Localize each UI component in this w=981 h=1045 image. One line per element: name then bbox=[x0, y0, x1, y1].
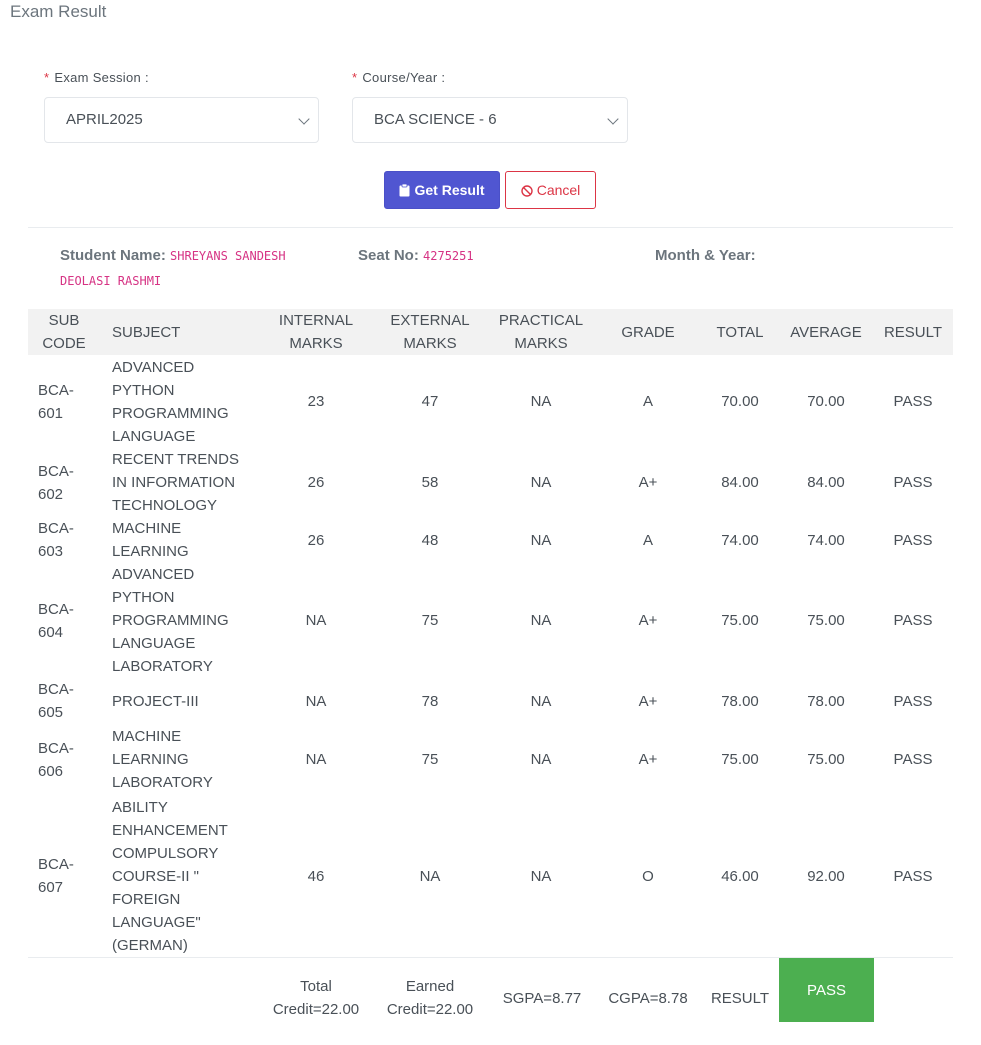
cell-result bbox=[876, 724, 950, 795]
cell-subject-line: ABILITY bbox=[112, 798, 168, 816]
cell-subject-line: PYTHON bbox=[112, 381, 175, 399]
cell-grade-text: A+ bbox=[638, 751, 658, 768]
cell-result-text: PASS bbox=[893, 393, 933, 410]
cell-practical-text: NA bbox=[530, 612, 552, 629]
seat-no bbox=[358, 247, 474, 264]
student-name-line2 bbox=[60, 272, 161, 289]
cell-external-text: 75 bbox=[421, 612, 439, 629]
cell-average-text: 84.00 bbox=[807, 474, 845, 491]
cell-code-line: BCA- bbox=[38, 462, 74, 480]
cell-grade-text: O bbox=[642, 867, 654, 885]
cell-code bbox=[38, 517, 84, 563]
cell-subject bbox=[112, 517, 252, 563]
cell-grade-text: A+ bbox=[638, 612, 658, 629]
cell-code bbox=[38, 355, 84, 448]
cell-subject-text bbox=[112, 796, 228, 957]
cell-result-text: PASS bbox=[893, 867, 933, 885]
cell-code-text bbox=[38, 853, 74, 899]
cell-grade-text: A bbox=[642, 393, 653, 410]
cell-average bbox=[783, 517, 869, 563]
cell-subject-line: COURSE-II " bbox=[112, 867, 199, 885]
cell-grade bbox=[608, 355, 688, 448]
cell-result-text: PASS bbox=[893, 531, 933, 549]
result-label: RESULT bbox=[710, 990, 770, 1007]
header-total bbox=[700, 309, 780, 355]
cell-subject-line: MACHINE bbox=[112, 520, 182, 537]
cell-external bbox=[378, 448, 482, 517]
cell-practical-text: NA bbox=[530, 692, 552, 710]
header-sub-code-line2: CODE bbox=[42, 335, 86, 352]
cell-subject-line: PROGRAMMING bbox=[112, 404, 229, 422]
cell-subject-line: LANGUAGE bbox=[112, 635, 196, 652]
cell-internal-text: 26 bbox=[307, 474, 325, 491]
cell-code-text bbox=[38, 678, 74, 724]
cell-result bbox=[876, 517, 950, 563]
cell-total-text: 46.00 bbox=[721, 867, 759, 885]
cell-practical bbox=[491, 355, 591, 448]
cell-subject-text bbox=[112, 563, 229, 678]
header-grade-text: GRADE bbox=[621, 323, 675, 341]
cell-code bbox=[38, 678, 84, 724]
cell-average-text: 75.00 bbox=[807, 751, 845, 768]
cell-subject bbox=[112, 355, 252, 448]
cell-internal-text: NA bbox=[305, 692, 327, 710]
cell-code bbox=[38, 724, 84, 795]
cell-total bbox=[700, 517, 780, 563]
chevron-down-icon bbox=[607, 113, 618, 124]
cell-average-text: 70.00 bbox=[807, 393, 845, 410]
month-year-label: Month & Year: bbox=[655, 247, 756, 264]
cell-average-text: 74.00 bbox=[807, 531, 845, 549]
cell-subject-line: TECHNOLOGY bbox=[112, 497, 218, 514]
cell-code-text bbox=[38, 517, 74, 563]
cell-practical-text: NA bbox=[530, 867, 552, 885]
header-average bbox=[783, 309, 869, 355]
cell-subject-text bbox=[112, 448, 239, 517]
cell-external bbox=[378, 795, 482, 957]
cell-grade bbox=[608, 678, 688, 724]
cell-practical-text: NA bbox=[530, 531, 552, 549]
cell-practical bbox=[491, 517, 591, 563]
cell-subject-line: (GERMAN) bbox=[112, 936, 188, 954]
cell-external-text: NA bbox=[419, 867, 441, 885]
cell-external bbox=[378, 355, 482, 448]
required-mark: * bbox=[352, 70, 358, 85]
cell-total-text: 75.00 bbox=[721, 751, 759, 768]
cell-subject-line: PROGRAMMING bbox=[112, 612, 229, 629]
cell-result-text: PASS bbox=[893, 612, 933, 629]
cell-average bbox=[783, 355, 869, 448]
cell-practical bbox=[491, 724, 591, 795]
cell-average bbox=[783, 448, 869, 517]
divider bbox=[28, 227, 953, 228]
header-subject bbox=[112, 309, 232, 355]
cell-grade bbox=[608, 563, 688, 678]
cell-internal bbox=[264, 795, 368, 957]
cell-average bbox=[783, 795, 869, 957]
cell-subject-line: LEARNING bbox=[112, 543, 189, 560]
cell-external-text: 78 bbox=[421, 692, 439, 710]
student-name bbox=[60, 247, 286, 264]
seat-no-value: 4275251 bbox=[423, 249, 474, 263]
cell-internal bbox=[264, 724, 368, 795]
exam-session-label-text: Exam Session : bbox=[54, 70, 149, 85]
cell-code-text bbox=[38, 598, 74, 644]
month-year bbox=[655, 247, 756, 264]
cell-grade bbox=[608, 724, 688, 795]
cell-result-text: PASS bbox=[893, 692, 933, 710]
cell-total bbox=[700, 448, 780, 517]
cell-internal bbox=[264, 355, 368, 448]
exam-session-select[interactable] bbox=[44, 97, 319, 143]
cell-practical bbox=[491, 448, 591, 517]
clipboard-icon bbox=[399, 184, 410, 197]
course-year-value: BCA SCIENCE - 6 bbox=[374, 111, 497, 128]
cell-external bbox=[378, 724, 482, 795]
cell-subject-line: PYTHON bbox=[112, 589, 175, 606]
cell-total-text: 75.00 bbox=[721, 612, 759, 629]
cell-subject-line: ENHANCEMENT bbox=[112, 821, 228, 839]
header-internal-line1: INTERNAL bbox=[278, 312, 354, 329]
cell-code-line: 601 bbox=[38, 404, 64, 422]
cell-subject-line: ADVANCED bbox=[112, 566, 195, 583]
cell-grade-text: A+ bbox=[638, 474, 658, 491]
cell-average-text: 92.00 bbox=[807, 867, 845, 885]
cell-practical bbox=[491, 563, 591, 678]
cell-subject-line: FOREIGN bbox=[112, 890, 181, 908]
cell-internal-text: NA bbox=[305, 751, 327, 768]
header-practical-line2: MARKS bbox=[514, 335, 568, 352]
cell-code-line: 602 bbox=[38, 485, 64, 503]
cell-code-line: BCA- bbox=[38, 681, 74, 698]
total-credit bbox=[262, 975, 370, 1021]
course-year-label-text: Course/Year : bbox=[362, 70, 446, 85]
cell-code-text bbox=[38, 460, 74, 506]
cell-external bbox=[378, 678, 482, 724]
cell-total bbox=[700, 678, 780, 724]
cell-average bbox=[783, 724, 869, 795]
cell-subject-line: IN INFORMATION bbox=[112, 474, 236, 491]
header-result-text: RESULT bbox=[883, 323, 943, 341]
cell-internal bbox=[264, 563, 368, 678]
cell-subject-text bbox=[112, 356, 229, 448]
earned-credit-line1: Earned bbox=[405, 978, 455, 995]
cell-practical-text: NA bbox=[530, 393, 552, 410]
cell-average bbox=[783, 563, 869, 678]
header-external-line2: MARKS bbox=[403, 335, 457, 352]
cell-average-text: 75.00 bbox=[807, 612, 845, 629]
cell-average-text: 78.00 bbox=[807, 692, 845, 710]
final-result-value: PASS bbox=[807, 981, 846, 999]
cell-total-text: 74.00 bbox=[721, 531, 759, 549]
cell-subject-line: ADVANCED bbox=[112, 358, 195, 376]
cell-subject-text bbox=[112, 690, 199, 713]
header-practical-marks bbox=[491, 309, 591, 355]
cell-external-text: 48 bbox=[421, 531, 439, 549]
cell-subject bbox=[112, 795, 252, 957]
cell-subject-line: COMPULSORY bbox=[112, 844, 219, 862]
cell-code-line: BCA- bbox=[38, 520, 74, 537]
student-name-value-line1: SHREYANS SANDESH bbox=[170, 249, 286, 263]
cell-total bbox=[700, 724, 780, 795]
cell-result-text: PASS bbox=[893, 474, 933, 491]
cell-external bbox=[378, 517, 482, 563]
cell-subject-line: LEARNING bbox=[112, 751, 189, 768]
cell-result bbox=[876, 355, 950, 448]
cell-code-line: 603 bbox=[38, 543, 64, 560]
cell-external-text: 47 bbox=[421, 393, 439, 410]
cell-result bbox=[876, 563, 950, 678]
student-name-label: Student Name: bbox=[60, 247, 166, 264]
cell-total bbox=[700, 563, 780, 678]
cell-internal-text: 23 bbox=[307, 393, 325, 410]
cell-subject-line: RECENT TRENDS bbox=[112, 451, 239, 468]
cancel-button[interactable] bbox=[505, 171, 596, 209]
cell-result-text: PASS bbox=[893, 751, 933, 768]
cell-internal bbox=[264, 678, 368, 724]
cell-code bbox=[38, 563, 84, 678]
cell-grade bbox=[608, 517, 688, 563]
cell-subject-line: LABORATORY bbox=[112, 774, 213, 791]
cell-result bbox=[876, 448, 950, 517]
cell-internal bbox=[264, 448, 368, 517]
cell-total-text: 70.00 bbox=[721, 393, 759, 410]
cell-code-line: 605 bbox=[38, 704, 64, 721]
header-sub-code bbox=[28, 309, 100, 355]
cell-subject bbox=[112, 563, 252, 678]
cell-internal-text: 46 bbox=[307, 867, 325, 885]
header-total-text: TOTAL bbox=[716, 323, 764, 341]
header-internal-line2: MARKS bbox=[289, 335, 343, 352]
earned-credit bbox=[378, 975, 482, 1021]
cell-practical bbox=[491, 795, 591, 957]
cell-subject-line: LANGUAGE" bbox=[112, 913, 201, 931]
header-internal-marks bbox=[264, 309, 368, 355]
exam-session-value: APRIL2025 bbox=[66, 111, 143, 128]
get-result-label: Get Result bbox=[414, 182, 485, 198]
cell-external-text: 58 bbox=[421, 474, 439, 491]
header-external-marks bbox=[378, 309, 482, 355]
get-result-button[interactable] bbox=[384, 171, 500, 209]
sgpa: SGPA=8.77 bbox=[502, 990, 582, 1007]
cell-total bbox=[700, 795, 780, 957]
cell-subject-text bbox=[112, 517, 189, 563]
cell-code-line: BCA- bbox=[38, 381, 74, 399]
header-grade bbox=[608, 309, 688, 355]
header-external-line1: EXTERNAL bbox=[390, 312, 470, 329]
final-result-badge bbox=[779, 958, 874, 1022]
header-average-text: AVERAGE bbox=[790, 323, 862, 341]
cell-grade-text: A+ bbox=[638, 692, 658, 710]
cell-code-line: BCA- bbox=[38, 600, 74, 618]
cancel-label: Cancel bbox=[536, 182, 581, 198]
cell-internal bbox=[264, 517, 368, 563]
cgpa: CGPA=8.78 bbox=[608, 990, 688, 1007]
total-credit-line2: Credit=22.00 bbox=[272, 1001, 360, 1018]
cell-grade bbox=[608, 795, 688, 957]
header-subject-text: SUBJECT bbox=[112, 323, 181, 341]
header-sub-code-line1: SUB bbox=[48, 312, 80, 329]
cell-subject bbox=[112, 724, 252, 795]
total-credit-line1: Total bbox=[300, 978, 332, 995]
cell-code-text bbox=[38, 737, 74, 783]
cell-code-line: 607 bbox=[38, 879, 64, 896]
page-title: Exam Result bbox=[10, 2, 107, 21]
course-year-label bbox=[352, 70, 445, 85]
cell-subject-line: PROJECT-III bbox=[112, 692, 199, 710]
cell-code bbox=[38, 795, 84, 957]
cell-subject-line: LABORATORY bbox=[112, 658, 213, 675]
header-result bbox=[876, 309, 950, 355]
earned-credit-line2: Credit=22.00 bbox=[386, 1001, 474, 1018]
cell-code-line: 604 bbox=[38, 623, 64, 641]
header-practical-line1: PRACTICAL bbox=[498, 312, 584, 329]
chevron-down-icon bbox=[298, 113, 309, 124]
cell-code bbox=[38, 448, 84, 517]
cell-total-text: 78.00 bbox=[721, 692, 759, 710]
cell-subject bbox=[112, 448, 252, 517]
cell-practical-text: NA bbox=[530, 751, 552, 768]
cell-code-text bbox=[38, 379, 74, 425]
cell-practical-text: NA bbox=[530, 474, 552, 491]
cell-grade bbox=[608, 448, 688, 517]
cell-result bbox=[876, 795, 950, 957]
table-header bbox=[28, 309, 953, 355]
cell-code-line: 606 bbox=[38, 762, 64, 780]
required-mark: * bbox=[44, 70, 50, 85]
student-name-value-line2: DEOLASI RASHMI bbox=[60, 274, 162, 288]
exam-session-label bbox=[44, 70, 149, 85]
cell-subject-text bbox=[112, 725, 213, 794]
cell-practical bbox=[491, 678, 591, 724]
cell-code-line: BCA- bbox=[38, 739, 74, 757]
course-year-select[interactable] bbox=[352, 97, 628, 143]
cell-internal-text: NA bbox=[305, 612, 327, 629]
cell-external-text: 75 bbox=[421, 751, 439, 768]
cell-subject bbox=[112, 678, 252, 724]
cell-total-text: 84.00 bbox=[721, 474, 759, 491]
cell-internal-text: 26 bbox=[307, 531, 325, 549]
cell-grade-text: A bbox=[642, 531, 653, 549]
cell-average bbox=[783, 678, 869, 724]
cell-subject-line: MACHINE bbox=[112, 728, 182, 745]
ban-icon bbox=[521, 185, 533, 197]
cell-total bbox=[700, 355, 780, 448]
cell-code-line: BCA- bbox=[38, 856, 74, 873]
cell-subject-line: LANGUAGE bbox=[112, 427, 196, 445]
cell-external bbox=[378, 563, 482, 678]
seat-no-label: Seat No: bbox=[358, 247, 419, 264]
cell-result bbox=[876, 678, 950, 724]
